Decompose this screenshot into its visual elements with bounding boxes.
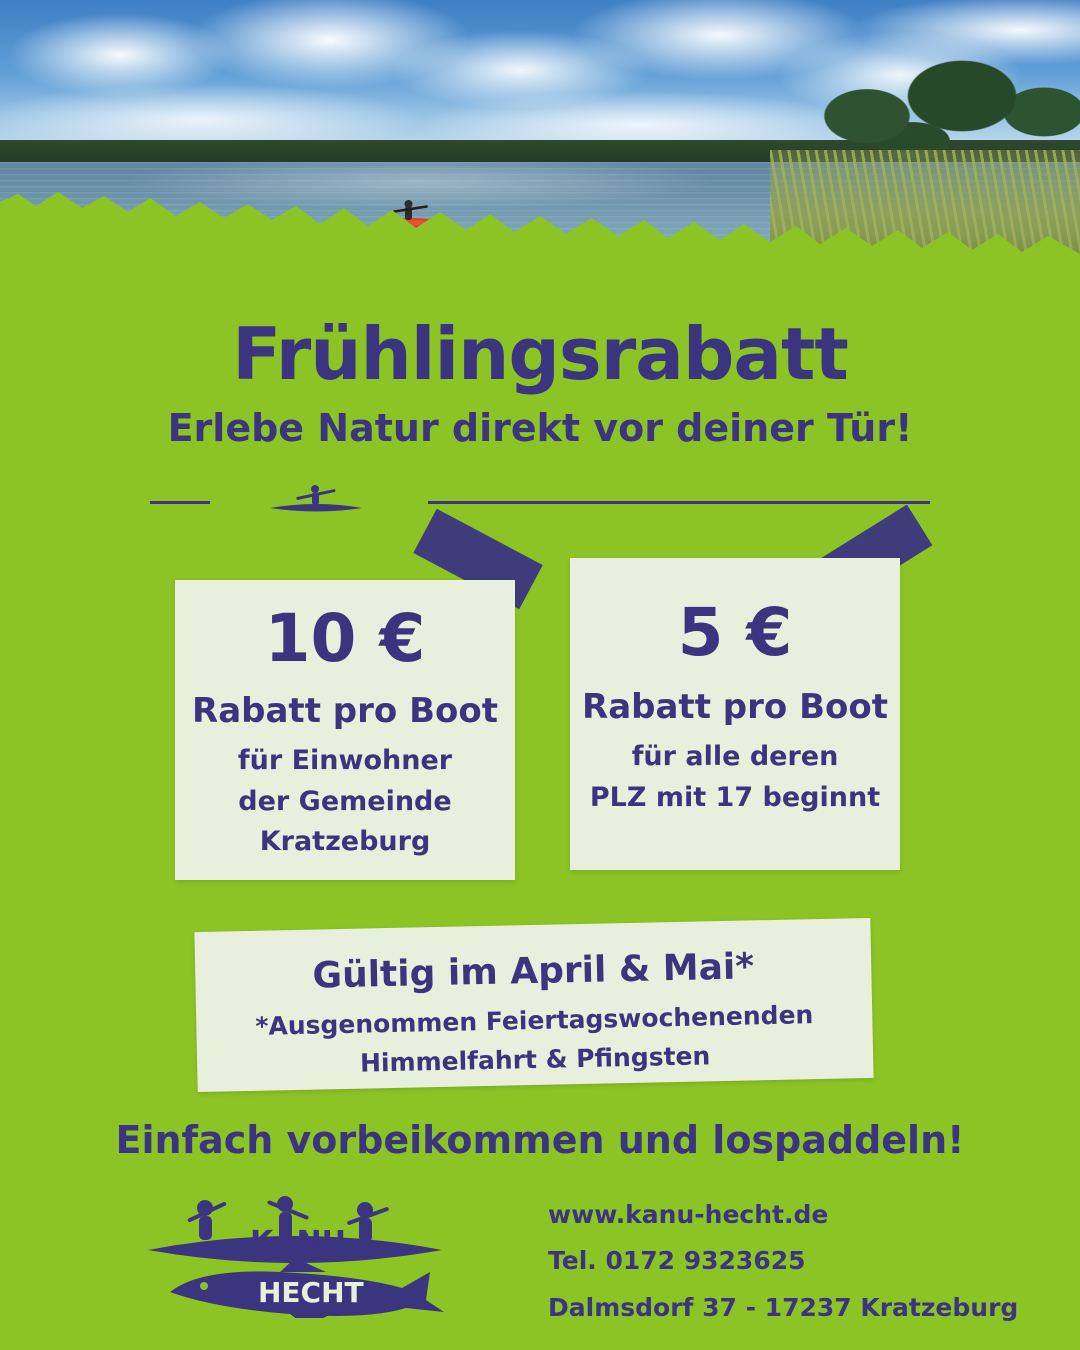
offer-card-1 [175, 580, 515, 880]
page-title: Frühlingsrabatt [232, 312, 848, 396]
logo-name-bottom: HECHT [258, 1276, 364, 1309]
divider [150, 500, 930, 504]
offer-line1: Rabatt pro Boot [582, 687, 888, 727]
call-to-action: Einfach vorbeikommen und lospaddeln! [115, 1118, 965, 1162]
validity-note-2: Himmelfahrt & Pfingsten [359, 1041, 711, 1078]
offer-amount: 10 € [264, 600, 426, 677]
validity-banner [194, 918, 873, 1092]
contact-address: Dalmsdorf 37 - 17237 Kratzeburg [548, 1292, 1019, 1322]
offer-line1: Rabatt pro Boot [192, 691, 498, 731]
logo-name-top: KANU- [250, 1225, 359, 1260]
tree-clump [812, 46, 1080, 158]
contact-website[interactable]: www.kanu-hecht.de [548, 1200, 829, 1229]
divider-line-left [150, 501, 210, 504]
offer-line3: der Gemeinde [238, 785, 452, 817]
kayaker-icon [210, 478, 425, 522]
offer-card-2 [570, 558, 900, 870]
offer-line4: Kratzeburg [259, 826, 431, 858]
validity-title: Gültig im April & Mai* [312, 946, 755, 997]
page-subtitle: Erlebe Natur direkt vor deiner Tür! [167, 406, 913, 450]
offer-line2: für alle deren [631, 741, 839, 773]
contact-phone[interactable]: Tel. 0172 9323625 [548, 1246, 806, 1276]
offer-amount: 5 € [677, 594, 793, 671]
offer-line2: für Einwohner [237, 745, 453, 777]
offer-line3: PLZ mit 17 beginnt [589, 781, 881, 813]
divider-line-right [428, 501, 930, 504]
torn-paper-edge [0, 150, 1080, 270]
canoe-and-pike-logo [130, 1188, 460, 1318]
contact-block [548, 1192, 1018, 1331]
validity-note-1: *Ausgenommen Feiertagswochenenden [255, 1000, 814, 1041]
